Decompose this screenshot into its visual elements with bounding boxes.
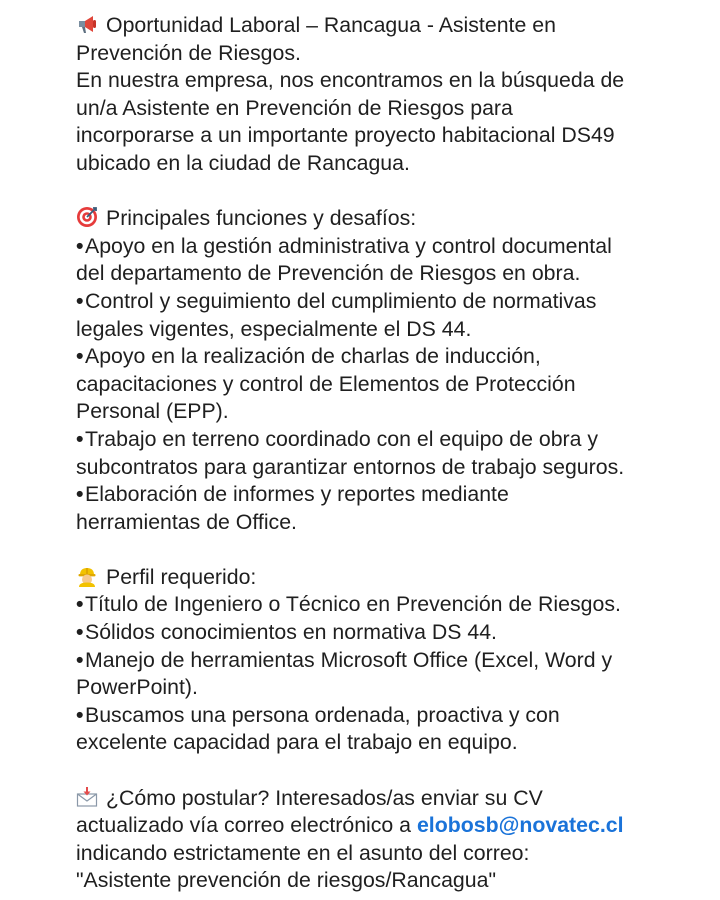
bullet-text: Apoyo en la realización de charlas de inducción, — [85, 344, 541, 369]
functions-bullet-item — [76, 481, 720, 509]
functions-bullet-item — [76, 233, 720, 261]
apply-subject-line: "Asistente prevención de riesgos/Rancagua" — [76, 868, 497, 893]
bullet-mark: • — [76, 482, 84, 507]
bullet-text: Manejo de herramientas Microsoft Office (Excel, Word y — [85, 647, 613, 672]
functions-heading-text: Principales funciones y desafíos: — [106, 206, 417, 231]
apply-instruction-line: indicando estrictamente en el asunto del correo: — [76, 840, 530, 865]
bullet-text: Elaboración de informes y reportes mediante — [85, 482, 509, 507]
intro-text-line: incorporarse a un importante proyecto habitacional DS49 — [76, 123, 615, 148]
bullet-text: Trabajo en terreno coordinado con el equipo de obra y — [85, 426, 599, 451]
profile-bullet-item — [76, 647, 720, 675]
bullet-mark: • — [76, 592, 84, 617]
megaphone-icon — [76, 13, 98, 35]
bullet-mark: • — [76, 702, 84, 727]
bullet-mark: • — [76, 233, 84, 258]
functions-bullet-continuation: subcontratos para garantizar entornos de trabajo seguros. — [76, 454, 625, 479]
functions-bullet-continuation: legales vigentes, especialmente el DS 44. — [76, 316, 472, 341]
bullet-text: Sólidos conocimientos en normativa DS 44. — [85, 620, 497, 645]
construction-worker-icon — [76, 565, 98, 587]
functions-bullet-item — [76, 343, 720, 371]
functions-bullet-continuation: capacitaciones y control de Elementos de Protección — [76, 371, 576, 396]
apply-email-line — [76, 812, 720, 840]
functions-bullet-continuation: herramientas de Office. — [76, 509, 297, 534]
profile-bullet-item — [76, 619, 720, 647]
post-title-part1: Oportunidad Laboral – Rancagua - Asistente en — [106, 13, 556, 37]
bullet-text: Título de Ingeniero o Técnico en Prevención de Riesgos. — [85, 592, 621, 617]
functions-bullet-item — [76, 426, 720, 454]
functions-bullet-continuation: del departamento de Prevención de Riesgos en obra. — [76, 261, 581, 286]
target-icon — [76, 206, 98, 228]
email-link[interactable]: elobosb@novatec.cl — [416, 813, 624, 838]
functions-heading — [76, 205, 720, 233]
profile-heading — [76, 564, 720, 592]
bullet-mark: • — [76, 647, 84, 672]
intro-text-line: En nuestra empresa, nos encontramos en la búsqueda de — [76, 68, 625, 93]
envelope-with-arrow-icon — [76, 786, 98, 808]
profile-bullet-continuation: excelente capacidad para el trabajo en equipo. — [76, 730, 518, 755]
bullet-mark: • — [76, 426, 84, 451]
apply-heading — [76, 785, 720, 813]
post-title-line — [76, 12, 720, 40]
bullet-text: Apoyo en la gestión administrativa y control documental — [85, 233, 612, 258]
profile-heading-text: Perfil requerido: — [106, 564, 257, 589]
intro-text-line: ubicado en la ciudad de Rancagua. — [76, 150, 410, 175]
profile-bullet-continuation: PowerPoint). — [76, 675, 198, 700]
apply-heading-text: ¿Cómo postular? Interesados/as enviar su CV — [106, 785, 543, 810]
intro-text-line: un/a Asistente en Prevención de Riesgos para — [76, 95, 513, 120]
profile-bullet-item — [76, 702, 720, 730]
bullet-mark: • — [76, 344, 84, 369]
apply-email-prefix: actualizado vía correo electrónico a — [76, 813, 417, 838]
post-title-part2: Prevención de Riesgos. — [76, 40, 301, 65]
bullet-mark: • — [76, 620, 84, 645]
profile-bullet-item — [76, 591, 720, 619]
bullet-text: Control y seguimiento del cumplimiento de normativas — [85, 288, 597, 313]
bullet-text: Buscamos una persona ordenada, proactiva y con — [85, 702, 560, 727]
functions-bullet-continuation: Personal (EPP). — [76, 399, 229, 424]
bullet-mark: • — [76, 288, 84, 313]
functions-bullet-item — [76, 288, 720, 316]
